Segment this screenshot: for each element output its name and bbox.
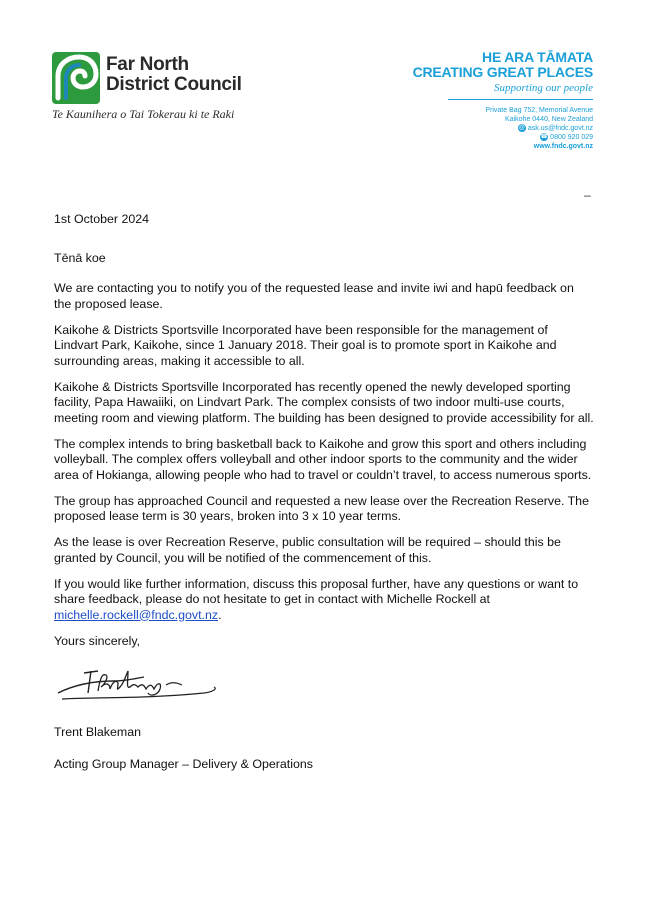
- letter-date: 1st October 2024: [54, 212, 150, 226]
- paragraph: As the lease is over Recreation Reserve, public consultation will be required – should this be granted by Council, you will be notified of the commencement of this.: [54, 535, 561, 565]
- header-phone: 0800 920 029: [550, 134, 593, 141]
- signature-image: [54, 655, 224, 715]
- email-line: [393, 124, 593, 133]
- header-divider: [448, 99, 593, 100]
- closing: Yours sincerely,: [54, 633, 141, 648]
- org-name-line2: District Council: [106, 74, 242, 95]
- phone-icon: ☎: [540, 134, 548, 141]
- contact-paragraph-end: .: [218, 607, 222, 622]
- slogan-line3: Supporting our people: [494, 82, 593, 94]
- contact-block: [393, 106, 593, 151]
- address-line2: Kaikohe 0440, New Zealand: [505, 116, 593, 123]
- email-icon: @: [518, 125, 525, 132]
- phone-line: [393, 133, 593, 142]
- website[interactable]: www.fndc.govt.nz: [533, 143, 593, 150]
- margin-mark: –: [584, 188, 591, 202]
- contact-paragraph: [54, 577, 594, 624]
- contact-paragraph-text: If you would like further information, discuss this proposal further, have any questions or want to share feedback, please do not hesitate to get in contact with Michelle Rockell at: [54, 576, 579, 606]
- paragraph: Kaikohe & Districts Sportsville Incorporated has recently opened the newly developed sporting facility, Papa Hawaiiki, on Lindvart Park. The complex consists of two indoor multi-use courts, meeting room and viewing platform. The building has been designed to provide accessibility for all.: [54, 379, 594, 425]
- paragraph: Kaikohe & Districts Sportsville Incorporated have been responsible for the management of Lindvart Park, Kaikohe, since 1 January 2018. Their goal is to promote sport in Kaikohe and surrounding areas, making it accessible to all.: [54, 322, 557, 368]
- letter-body: [54, 212, 594, 772]
- council-logo-icon: [52, 52, 100, 104]
- slogan-line1: HE ARA TĀMATA: [482, 49, 593, 65]
- contact-email-link[interactable]: michelle.rockell@fndc.govt.nz: [54, 607, 219, 622]
- address-line1: Private Bag 752, Memorial Avenue: [485, 107, 593, 114]
- tagline: Te Kaunihera o Tai Tokerau ki te Raki: [52, 107, 235, 121]
- org-name-line1: Far North: [106, 54, 189, 75]
- signer-name: Trent Blakeman: [54, 725, 142, 739]
- paragraph: The group has approached Council and requested a new lease over the Recreation Reserve. The proposed lease term is 30 years, broken into 3 x 10 year terms.: [54, 493, 589, 523]
- header-email[interactable]: ask.us@fndc.govt.nz: [527, 125, 593, 132]
- signer-title: Acting Group Manager – Delivery & Operations: [54, 756, 313, 771]
- paragraph: We are contacting you to notify you of the requested lease and invite iwi and hapū feedback on the proposed lease.: [54, 281, 574, 311]
- slogan-line2: CREATING GREAT PLACES: [412, 64, 593, 80]
- org-name: [106, 55, 286, 95]
- header-right: [393, 50, 593, 151]
- paragraph: The complex intends to bring basketball back to Kaikohe and grow this sport and others including volleyball. The complex offers volleyball and other indoor sports to the community and the wider area of Hokianga, allowing people who had to travel or couldn’t travel, to access numerous sports.: [54, 436, 592, 482]
- greeting: Tēnā koe: [54, 250, 106, 265]
